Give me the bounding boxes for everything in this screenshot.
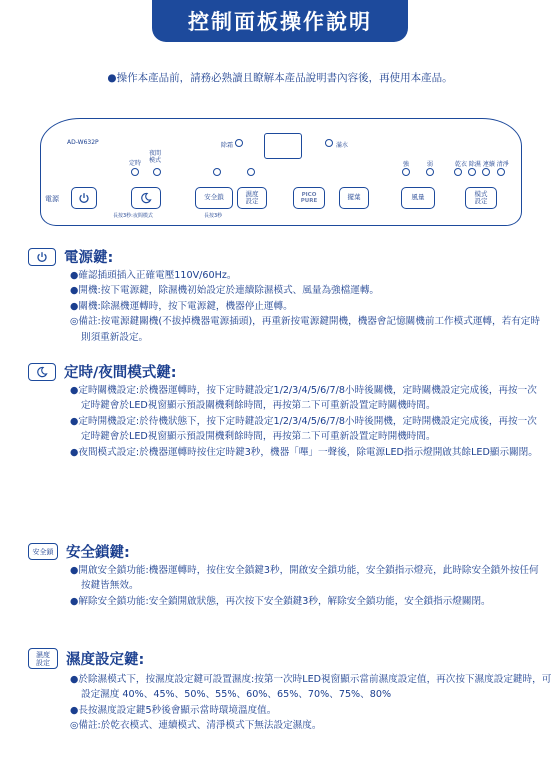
defrost-label: 除霜 bbox=[221, 142, 234, 149]
continuous-led bbox=[482, 168, 490, 176]
weak-label: 弱 bbox=[427, 161, 434, 168]
humidity-line-3: ◎備註:於乾衣模式、連續模式、清淨模式下無法設定濕度。 bbox=[70, 720, 322, 732]
timer-led bbox=[131, 168, 139, 176]
led-display bbox=[264, 133, 302, 159]
weak-led bbox=[426, 168, 434, 176]
lock-line-2: ●解除安全鎖功能:安全鎖開啟狀態，再次按下安全鎖鍵3秒，解除安全鎖功能，安全鎖指示燈關閉。 bbox=[70, 595, 491, 607]
power-section-heading bbox=[28, 246, 113, 267]
dehumid-led bbox=[468, 168, 476, 176]
panel-power-button[interactable] bbox=[71, 187, 97, 209]
power-label: 電源 bbox=[45, 195, 59, 203]
timer-section-body bbox=[70, 383, 540, 460]
panel-mode-button[interactable]: 模式 設定 bbox=[465, 187, 497, 209]
lock-section-body bbox=[70, 563, 540, 609]
lock-key-icon: 安全鎖 bbox=[28, 543, 58, 560]
timer-heading-text: 定時/夜間模式鍵: bbox=[64, 365, 177, 381]
water-full-led bbox=[325, 139, 333, 147]
moon-icon bbox=[36, 366, 48, 378]
lock-heading-text: 安全鎖鍵: bbox=[66, 545, 130, 561]
night-mode-label: 夜間 模式 bbox=[149, 150, 162, 164]
timer-line-1: ●定時關機設定:於機器運轉時，按下定時鍵設定1/2/3/4/5/6/7/8小時後關機，定時關機設定完成後，再按一次定時鍵會於LED視窗顯示預設關機剩餘時間，再按第二下可重新設置定時關機時間。 bbox=[70, 385, 537, 412]
power-line-3: ●關機:除濕機運轉時，按下電源鍵，機器停止運轉。 bbox=[70, 300, 293, 312]
power-section-body bbox=[70, 268, 540, 345]
timer-section-heading bbox=[28, 361, 177, 382]
power-key-icon bbox=[28, 248, 56, 266]
strong-led bbox=[402, 168, 410, 176]
power-icon bbox=[78, 192, 90, 204]
humidity-led bbox=[247, 168, 255, 176]
lock-section-heading bbox=[28, 541, 130, 562]
humidity-section-heading bbox=[28, 648, 144, 669]
power-line-4: ◎備註:按電源鍵關機(不拔掉機器電源插頭)，再重新按電源鍵開機，機器會記憶關機前工作模式運轉，若有定時則須重新設定。 bbox=[70, 316, 540, 343]
power-line-1: ●確認插頭插入正確電壓110V/60Hz。 bbox=[70, 270, 237, 281]
timer-line-3: ●夜間模式設定:於機器運轉時按住定時鍵3秒，機器「嗶」一聲後，除電源LED指示燈開啟其餘LED顯示關閉。 bbox=[70, 446, 538, 458]
timer-hint: 長按3秒:夜間模式 bbox=[113, 213, 153, 219]
power-icon bbox=[36, 251, 48, 263]
panel-pico-button[interactable]: PICO PURE bbox=[293, 187, 325, 209]
strong-label: 強 bbox=[403, 161, 410, 168]
lock-led bbox=[213, 168, 221, 176]
humidity-section-body bbox=[70, 672, 552, 734]
panel-swing-button[interactable]: 擺葉 bbox=[339, 187, 369, 209]
panel-fan-button[interactable]: 風量 bbox=[401, 187, 435, 209]
intro-text: ●操作本產品前，請務必熟讀且瞭解本產品說明書內容後，再使用本產品。 bbox=[107, 72, 453, 84]
water-full-label: 滿水 bbox=[336, 142, 349, 149]
power-line-2: ●開機:按下電源鍵，除濕機初始設定於連續除濕模式、風量為強檔運轉。 bbox=[70, 285, 380, 297]
panel-lock-button[interactable]: 安全鎖 bbox=[195, 187, 233, 209]
timer-key-icon bbox=[28, 363, 56, 381]
humidity-line-2: ●長按濕度設定鍵5秒後會顯示當時環境溫度值。 bbox=[70, 704, 277, 716]
night-mode-led bbox=[153, 168, 161, 176]
panel-timer-button[interactable] bbox=[131, 187, 161, 209]
moon-icon bbox=[140, 192, 152, 204]
model-label: AD-W632P bbox=[67, 139, 99, 146]
humidity-heading-text: 濕度設定鍵: bbox=[66, 652, 145, 668]
lock-hint: 長按3秒 bbox=[204, 213, 223, 219]
modes-label: 乾衣 除濕 連續 清淨 bbox=[455, 161, 509, 168]
humidity-key-icon: 濕度 設定 bbox=[28, 648, 58, 669]
power-heading-text: 電源鍵: bbox=[64, 250, 114, 266]
control-panel-diagram bbox=[40, 118, 522, 226]
defrost-led bbox=[235, 139, 243, 147]
lock-line-1: ●開啟安全鎖功能:機器運轉時，按住安全鎖鍵3秒，開啟安全鎖功能，安全鎖指示燈亮，此時除安全鎖外按任何按鍵皆無效。 bbox=[70, 565, 539, 592]
timer-label: 定時 bbox=[129, 160, 142, 167]
humidity-line-1: ●於除濕模式下，按濕度設定鍵可設置濕度:按第一次時LED視窗顯示當前濕度設定值，再次按下濕度設定鍵時，可設定濕度 40%、45%、50%、55%、60%、65%、70%、75%、80% bbox=[70, 674, 552, 701]
dry-led bbox=[454, 168, 462, 176]
timer-line-2: ●定時開機設定:於待機狀態下，按下定時鍵設定1/2/3/4/5/6/7/8小時後開機，定時開機設定完成後，再按一次定時鍵會於LED視窗顯示預設開機剩餘時間，再按第二下可重新設置定時開機時間。 bbox=[70, 415, 537, 443]
page-title: 控制面板操作說明 bbox=[152, 0, 408, 42]
panel-humidity-button[interactable]: 濕度 設定 bbox=[237, 187, 267, 209]
purify-led bbox=[497, 168, 505, 176]
